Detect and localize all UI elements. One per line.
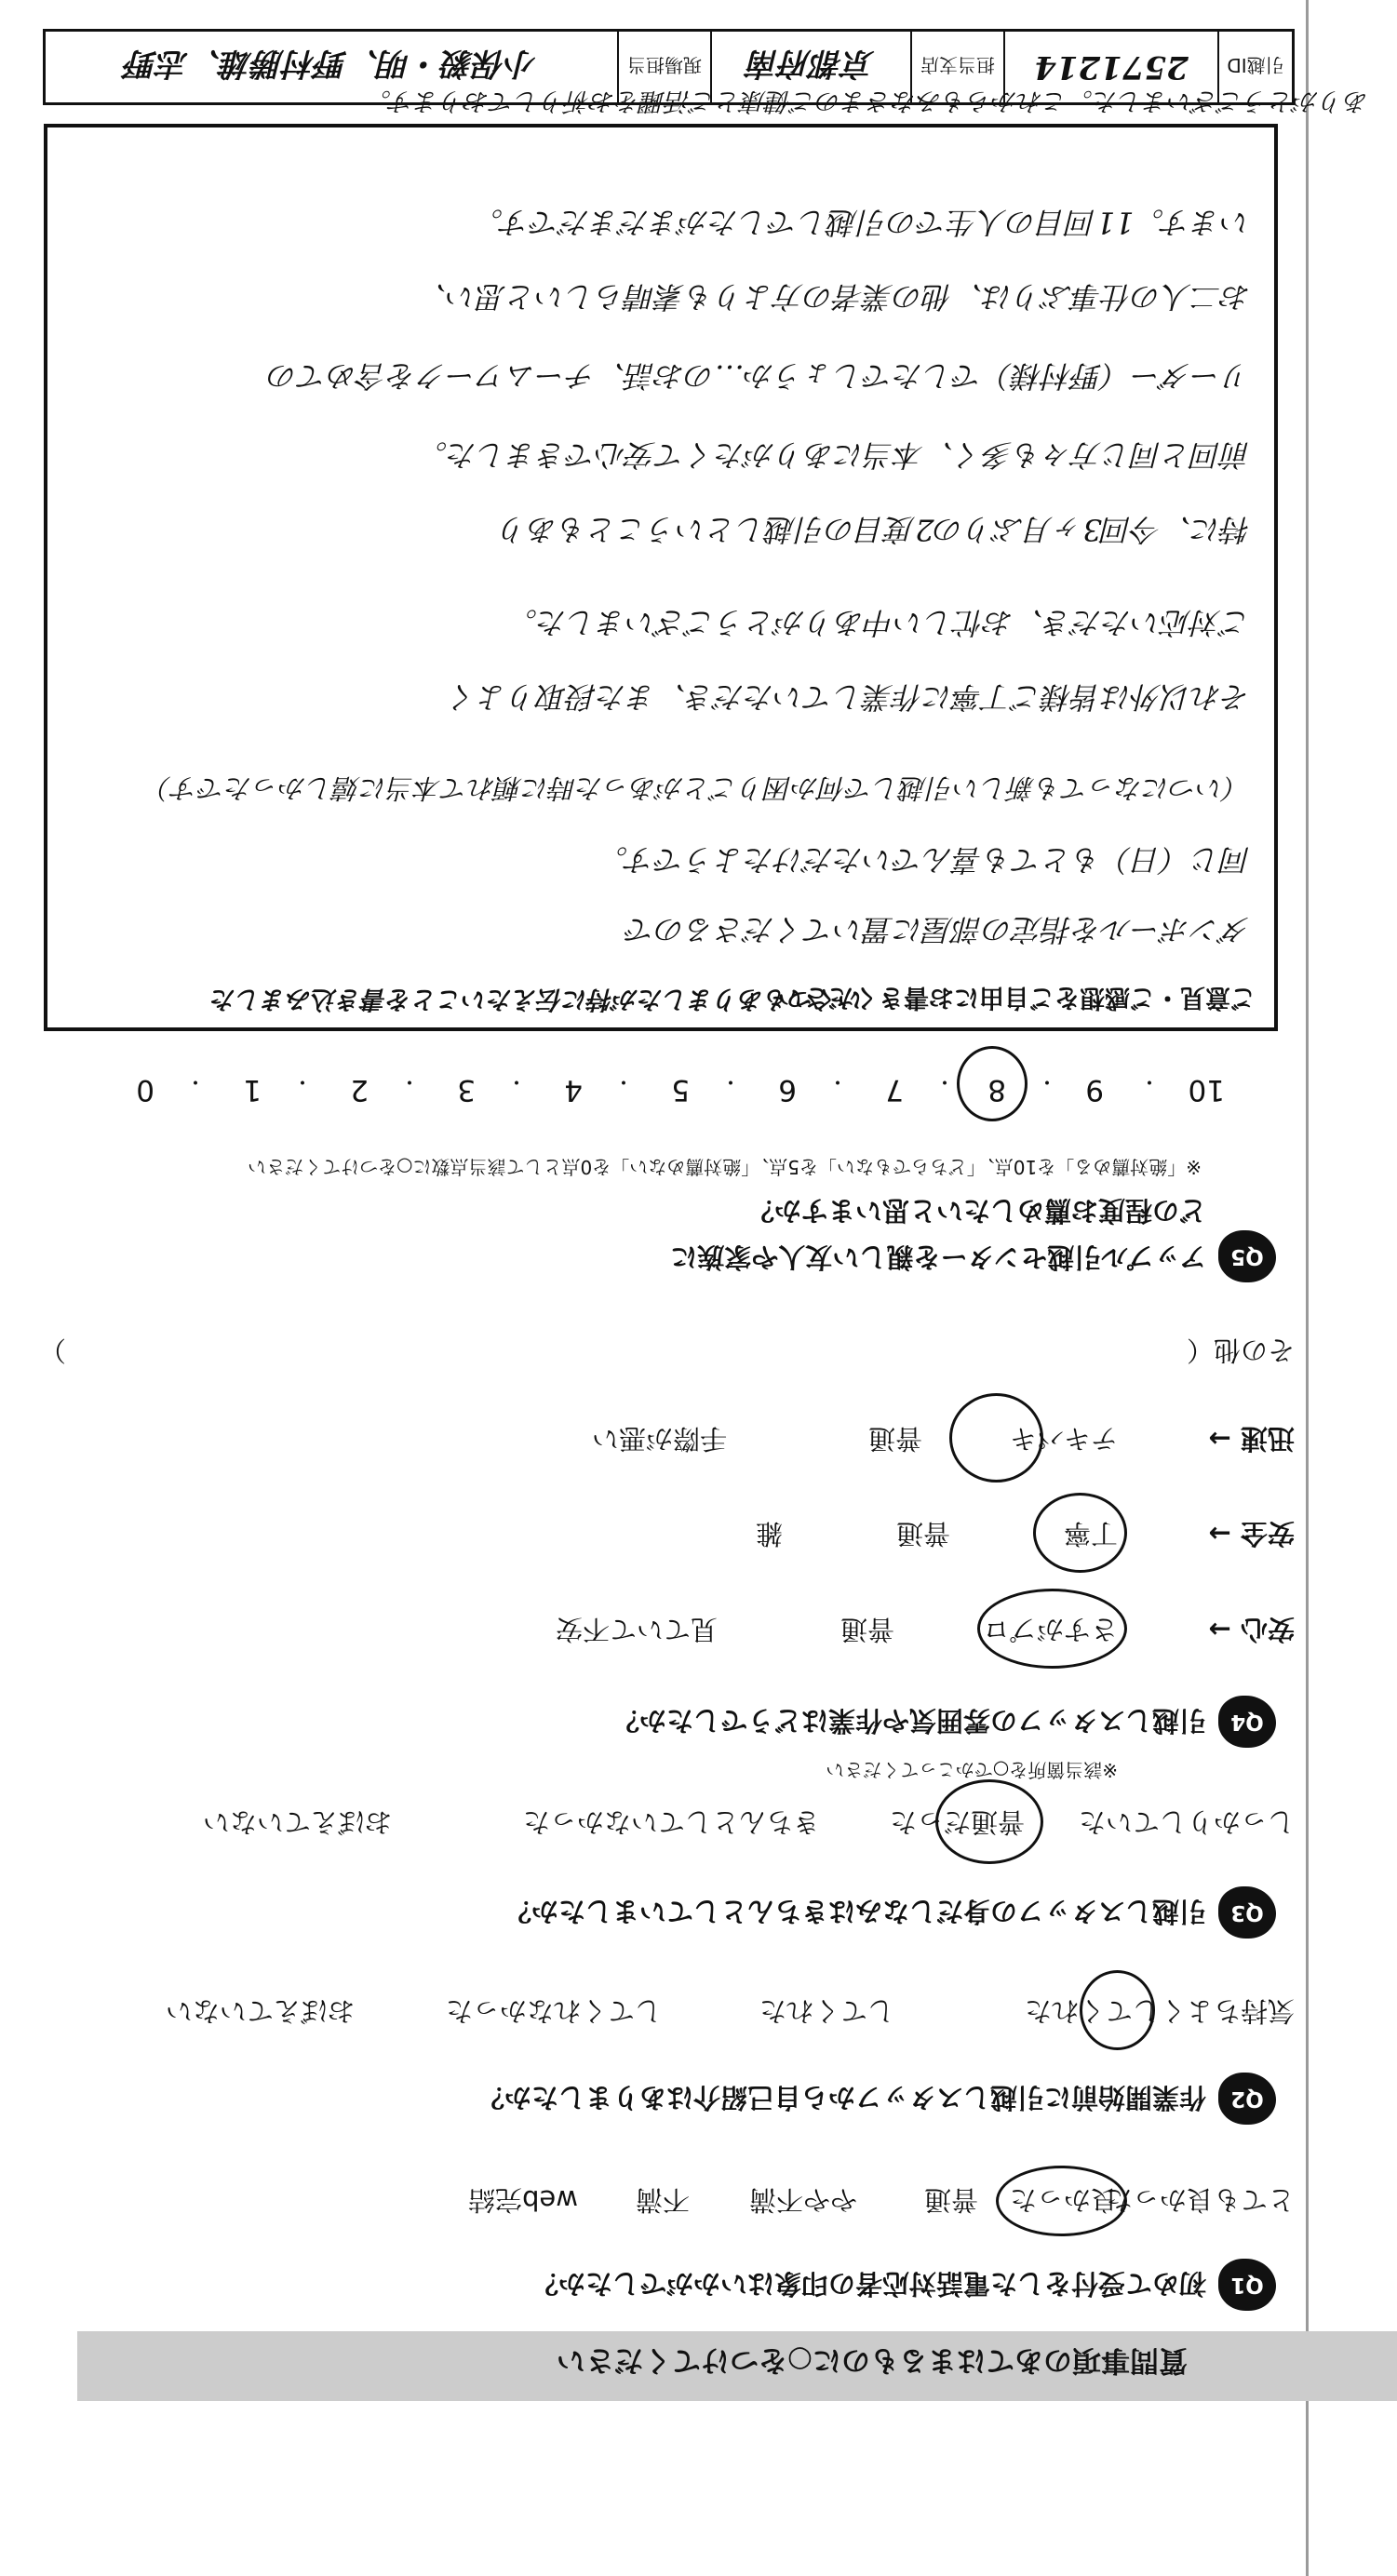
q4-label-safety: 安全 → xyxy=(1208,1518,1295,1550)
q4-other-label: その他（ xyxy=(1186,1335,1295,1366)
q5-score-1[interactable]: 1 xyxy=(243,1073,262,1107)
q5-scale-dot: ・ xyxy=(1138,1069,1160,1093)
q4-speed-selection-circle xyxy=(949,1393,1043,1483)
q4-safety-selection-circle xyxy=(1033,1493,1127,1573)
q2-badge: Q2 xyxy=(1218,2073,1276,2125)
q3-option-normal[interactable]: 普通だった xyxy=(889,1806,1025,1838)
q1-option-slightly-dissatisfied[interactable]: やや不満 xyxy=(748,2184,857,2216)
comment-line: （いつになっても新しい引越しで何か困りごとがあった時に頼れて本当に嬉しかったです） xyxy=(144,772,1251,804)
q5-scale-dot: ・ xyxy=(612,1069,634,1093)
q4-safety-option-normal[interactable]: 普通 xyxy=(895,1518,950,1550)
q4-relief-option-anxious[interactable]: 見ていて不安 xyxy=(555,1614,718,1645)
q3-option-dont-remember[interactable]: おぼえていない xyxy=(202,1806,392,1838)
q5-score-scale xyxy=(43,1058,1225,1110)
comment-line: ご対応いただき、お忙しい中ありがとうございました。 xyxy=(507,605,1251,640)
q1-option-very-good[interactable]: とても良かった xyxy=(1105,2184,1295,2216)
q5-score-4[interactable]: 4 xyxy=(564,1073,583,1107)
q5-score-2[interactable]: 2 xyxy=(350,1073,369,1107)
comment-line: お二人の仕事ぶりは、他の業者の方よりも素晴らしいと思い、 xyxy=(416,279,1251,315)
q3-title: 引越しスタッフの身だしなみはきちんとしていましたか？ xyxy=(504,1896,1206,1927)
instruction-band xyxy=(77,2331,1397,2401)
q4-other-close: ） xyxy=(38,1335,66,1366)
comment-handwritten-note: いくつもありましたが特に伝えたいことを書き込みました xyxy=(211,985,865,1013)
q4-relief-option-pro[interactable]: さすがプロ xyxy=(982,1614,1118,1645)
scan-edge-line xyxy=(1306,0,1309,2576)
q5-scale-dot: ・ xyxy=(826,1069,848,1093)
comment-overflow-line: ありがとうございました。これからもみなさまのご健康とご活躍をお祈りしております。 xyxy=(366,87,1369,115)
q2-selection-mark xyxy=(1080,1970,1155,2050)
q5-scale-dot: ・ xyxy=(184,1069,206,1093)
staff-label: 現場担当 xyxy=(617,32,710,102)
q1-selection-circle xyxy=(996,2166,1127,2236)
branch-label: 担当支店 xyxy=(910,32,1003,102)
q4-note: ※該当箇所を○でかこってください xyxy=(826,1759,1118,1781)
q1-title: 初めて受付をした電話対応者の印象はいかがでしたか？ xyxy=(531,2268,1206,2300)
q5-score-0[interactable]: 0 xyxy=(136,1073,154,1107)
q4-relief-option-normal[interactable]: 普通 xyxy=(840,1614,894,1645)
q4-title: 引越しスタッフの雰囲気や作業はどうでしたか？ xyxy=(611,1705,1206,1737)
q3-option-neat[interactable]: しっかりしていた xyxy=(1078,1806,1295,1838)
q5-selection-circle xyxy=(957,1046,1028,1121)
q5-note: ※「絶対薦める」を10点、「どちらでもない」を5点、「絶対薦めない」を0点として該当点数に○をつけてください xyxy=(248,1156,1202,1178)
q4-label-speed: 迅速 → xyxy=(1208,1423,1295,1455)
q5-scale-dot: ・ xyxy=(291,1069,313,1093)
q4-relief-selection-circle xyxy=(977,1589,1127,1669)
q5-score-10[interactable]: 10 xyxy=(1188,1073,1225,1107)
instruction-text: 質問事項のあてはまるものに○をつけてください xyxy=(556,2343,1188,2377)
q2-option-gladly[interactable]: 気持ちよくしてくれた xyxy=(1024,1995,1295,2027)
q5-scale-dot: ・ xyxy=(719,1069,741,1093)
q5-score-7[interactable]: 7 xyxy=(885,1073,904,1107)
q5-scale-dot: ・ xyxy=(1036,1069,1057,1093)
q4-safety-option-rough[interactable]: 雑 xyxy=(755,1518,783,1550)
q5-scale-dot: ・ xyxy=(505,1069,527,1093)
comment-line: リーダー（野村様）でしたでしょうか…のお話、チームワークを含めての xyxy=(267,358,1251,394)
staff-value: 小保毅・明、野村勝雄、志野 xyxy=(126,45,537,83)
q3-badge: Q3 xyxy=(1218,1886,1276,1939)
q1-badge: Q1 xyxy=(1218,2259,1276,2311)
comment-line: います。11回目の人生での引越しでしたがまだまだです。 xyxy=(473,205,1251,240)
q1-option-normal[interactable]: 普通 xyxy=(923,2184,978,2216)
q5-score-9[interactable]: 9 xyxy=(1085,1073,1104,1107)
q3-selection-circle xyxy=(935,1779,1043,1864)
q2-option-dont-remember[interactable]: おぼえていない xyxy=(165,1995,355,2027)
comment-line: それ以外は皆様ご丁寧に作業していただき、また段取りよく xyxy=(448,679,1251,715)
q5-score-6[interactable]: 6 xyxy=(778,1073,797,1107)
q1-option-dissatisfied[interactable]: 不満 xyxy=(635,2184,690,2216)
q4-speed-option-normal[interactable]: 普通 xyxy=(867,1423,922,1455)
comment-line: 特に、今回3ヶ月ぶりの2度目の引越しということもあり xyxy=(498,512,1251,547)
q5-badge: Q5 xyxy=(1218,1230,1276,1282)
q4-badge: Q4 xyxy=(1218,1696,1276,1748)
q4-speed-option-brisk[interactable]: テキパキ xyxy=(1009,1423,1118,1455)
comment-line: ダンボールを指定の部屋に置いてくださるので xyxy=(625,912,1251,947)
comment-box[interactable] xyxy=(44,124,1278,1031)
branch-value: 京都府南 xyxy=(710,32,910,102)
q4-label-relief: 安心 → xyxy=(1208,1614,1295,1645)
q5-score-8[interactable]: 8 xyxy=(987,1073,1006,1107)
q4-safety-option-careful[interactable]: 丁寧 xyxy=(1063,1518,1118,1550)
id-value: 2571214 xyxy=(1003,32,1217,102)
q5-title-line2: どの程度お薦めしたいと思いますか？ xyxy=(746,1195,1206,1227)
comment-line: 前回と同じ方々も多く、本当にありがたくて安心できました。 xyxy=(417,437,1251,473)
q4-speed-option-clumsy[interactable]: 手際が悪い xyxy=(591,1423,727,1455)
id-label: 引越ID xyxy=(1217,32,1292,102)
q1-option-web[interactable]: web完結 xyxy=(468,2184,578,2216)
q2-option-no[interactable]: してくれなかった xyxy=(445,1995,662,2027)
q3-option-not-neat[interactable]: きちんとしていなかった xyxy=(522,1806,820,1838)
q2-title: 作業開始前に引越しスタッフから自己紹介はありましたか？ xyxy=(477,2082,1206,2113)
comment-heading: ご意見・ご感想をご自由にお書きください xyxy=(778,983,1256,1012)
q1-option-good[interactable]: 良かった xyxy=(1009,2184,1118,2216)
header-table xyxy=(43,29,1295,105)
q5-title-line1: アップル引越センターを親しい友人や家族に xyxy=(670,1241,1206,1273)
comment-line: 同じ（日）もとても喜んでいただけたようです。 xyxy=(598,842,1251,878)
q5-scale-dot: ・ xyxy=(398,1069,420,1093)
q5-score-5[interactable]: 5 xyxy=(671,1073,690,1107)
q5-score-3[interactable]: 3 xyxy=(457,1073,476,1107)
q2-option-yes[interactable]: してくれた xyxy=(759,1995,894,2027)
q5-scale-dot: ・ xyxy=(934,1069,955,1093)
